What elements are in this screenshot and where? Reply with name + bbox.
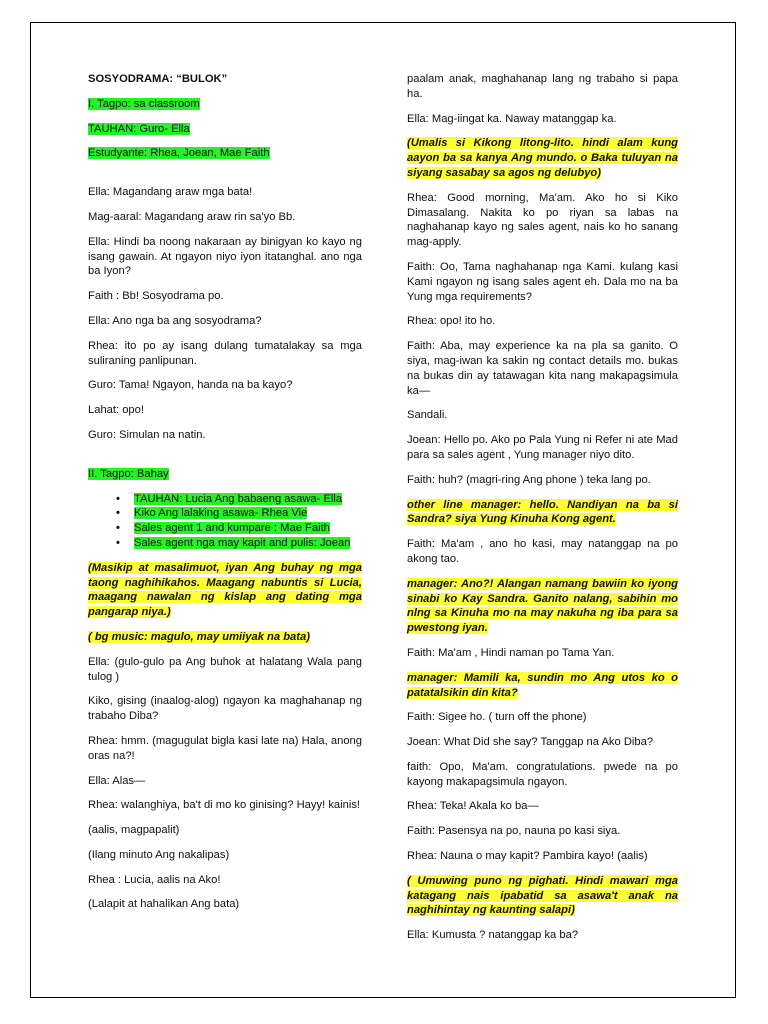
stage-direction: other line manager: hello. Nandiyan na ba si Sandra? siya Yung Kinuha Kong agent.: [407, 498, 678, 526]
dialogue-line: Guro: Tama! Ngayon, handa na ba kayo?: [88, 379, 293, 392]
dialogue-line: Rhea : Lucia, aalis na Ako!: [88, 873, 221, 886]
cast-list: [88, 492, 362, 551]
dialogue-line: Mag-aaral: Magandang araw rin sa'yo Bb.: [88, 210, 296, 223]
dialogue-line: Faith: Pasensya na po, nauna po kasi siya.: [407, 825, 621, 838]
stage-direction: ( Umuwing puno ng pighati. Hindi mawari mga katagang nais ipabatid sa asawa't anak na naghihintay ng kaunting salapi): [407, 874, 678, 917]
dialogue-line: Ella: Kumusta ? natanggap ka ba?: [407, 929, 579, 942]
stage-direction: (Masikip at masalimuot, iyan Ang buhay ng mga taong naghihikahos. Maagang nabuntis si Lucia, maagang nawalan ng kislap ang dating mga pangarap niya.): [88, 561, 362, 619]
dialogue-line: Faith : Bb! Sosyodrama po.: [88, 290, 224, 303]
dialogue-line: (Lalapit at hahalikan Ang bata): [88, 898, 240, 911]
dialogue-line: Faith: huh? (magri-ring Ang phone ) teka lang po.: [407, 473, 651, 486]
scene-1-cast: TAUHAN: Guro- Ella: [88, 122, 190, 135]
dialogue-line: Ella: (gulo-gulo pa Ang buhok at halatang Wala pang tulog ): [88, 655, 362, 683]
dialogue-line: paalam anak, maghahanap lang ng trabaho si papa ha.: [407, 73, 678, 100]
dialogue-line: Faith: Ma'am , Hindi naman po Tama Yan.: [407, 646, 615, 659]
dialogue-line: Rhea: walanghiya, ba't di mo ko ginising? Hayy! kainis!: [88, 799, 361, 812]
dialogue-line: (aalis, magpapalit): [88, 824, 180, 837]
dialogue-line: Rhea: Teka! Akala ko ba—: [407, 800, 539, 813]
dialogue-line: Joean: What Did she say? Tanggap na Ako Diba?: [407, 736, 654, 749]
stage-direction: manager: Ano?! Alangan namang bawiin ko iyong sinabi ko Kay Sandra. Ganito nalang, sabihin mo nlng sa Kinuha mo na may nakuha ng iba para sa pwestong iyan.: [407, 577, 678, 635]
cast-item: • TAUHAN: Lucia Ang babaeng asawa- Ella: [116, 492, 343, 505]
right-column: [407, 72, 678, 953]
stage-direction: ( bg music: magulo, may umiiyak na bata): [88, 630, 310, 643]
dialogue-line: Rhea: Nauna o may kapit? Pambira kayo! (aalis): [407, 850, 648, 863]
dialogue-line: Joean: Hello po. Ako po Pala Yung ni Refer ni ate Mad para sa sales agent , Yung manager niyo dito.: [407, 434, 678, 461]
cast-item: • Sales agent 1 and kumpare : Mae Faith: [116, 522, 330, 535]
dialogue-line: Ella: Ano nga ba ang sosyodrama?: [88, 314, 262, 327]
dialogue-line: Rhea: hmm. (magugulat bigla kasi late na) Hala, anong oras na?!: [88, 734, 362, 762]
stage-direction: manager: Mamili ka, sundin mo Ang utos ko o patatalsikin din kita?: [407, 671, 678, 699]
cast-item: • Sales agent nga may kapit and pulis: Joean: [116, 536, 351, 549]
dialogue-line: Ella: Hindi ba noong nakaraan ay binigyan ko kayo ng isang gawain. At ngayon niyo iyon itatanghal. ano nga ba Iyon?: [88, 235, 362, 278]
dialogue-line: Faith: Aba, may experience ka na pla sa ganito. O siya, mag-iwan ka sakin ng contact details mo. bukas na bukas din ay tatawagan kita nang makapagsimula ka—: [407, 340, 678, 397]
scene-2-heading: II. Tagpo: Bahay: [88, 467, 169, 480]
document-title: SOSYODRAMA: “BULOK”: [88, 73, 228, 85]
dialogue-line: Sandali.: [407, 409, 448, 422]
dialogue-line: Rhea: opo! ito ho.: [407, 315, 496, 328]
dialogue-line: faith: Opo, Ma'am. congratulations. pwede na po kayong makapagsimula ngayon.: [407, 760, 678, 788]
cast-item: • Kiko Ang lalaking asawa- Rhea Vie: [116, 507, 308, 520]
dialogue-line: Kiko, gising (inaalog-alog) ngayon ka maghahanap ng trabaho Diba?: [88, 695, 362, 723]
dialogue-line: Ella: Alas—: [88, 774, 146, 787]
scene-1-heading: I. Tagpo: sa classroom: [88, 97, 200, 110]
dialogue-line: Rhea: ito po ay isang dulang tumatalakay sa mga suliraning panlipunan.: [88, 339, 362, 367]
left-column: [88, 72, 362, 922]
dialogue-line: Faith: Oo, Tama naghahanap nga Kami. kulang kasi Kami ngayon ng isang sales agent eh. Dala mo na ba Yung mga requirements?: [407, 260, 678, 303]
stage-direction: (Umalis si Kikong litong-lito. hindi alam kung aayon ba sa kanya Ang mundo. o Baka tuluyan na siyang sasabay sa agos ng delubyo): [407, 137, 678, 179]
dialogue-line: Guro: Simulan na natin.: [88, 428, 206, 441]
scene-1-students: Estudyante: Rhea, Joean, Mae Faith: [88, 147, 270, 160]
dialogue-line: Faith: Sigee ho. ( turn off the phone): [407, 711, 587, 724]
dialogue-line: Rhea: Good morning, Ma'am. Ako ho si Kiko Dimasalang. Nakita ko po riyan sa labas na naghahanap kayo ng sales agent, nais ko ho sanang mag-apply.: [407, 191, 678, 249]
dialogue-line: Ella: Magandang araw mga bata!: [88, 186, 253, 199]
dialogue-line: Faith: Ma'am , ano ho kasi, may natanggap na po akong tao.: [407, 538, 678, 565]
dialogue-line: Ella: Mag-iingat ka. Naway matanggap ka.: [407, 112, 617, 125]
dialogue-line: Lahat: opo!: [88, 404, 144, 417]
dialogue-line: (Ilang minuto Ang nakalipas): [88, 848, 230, 861]
